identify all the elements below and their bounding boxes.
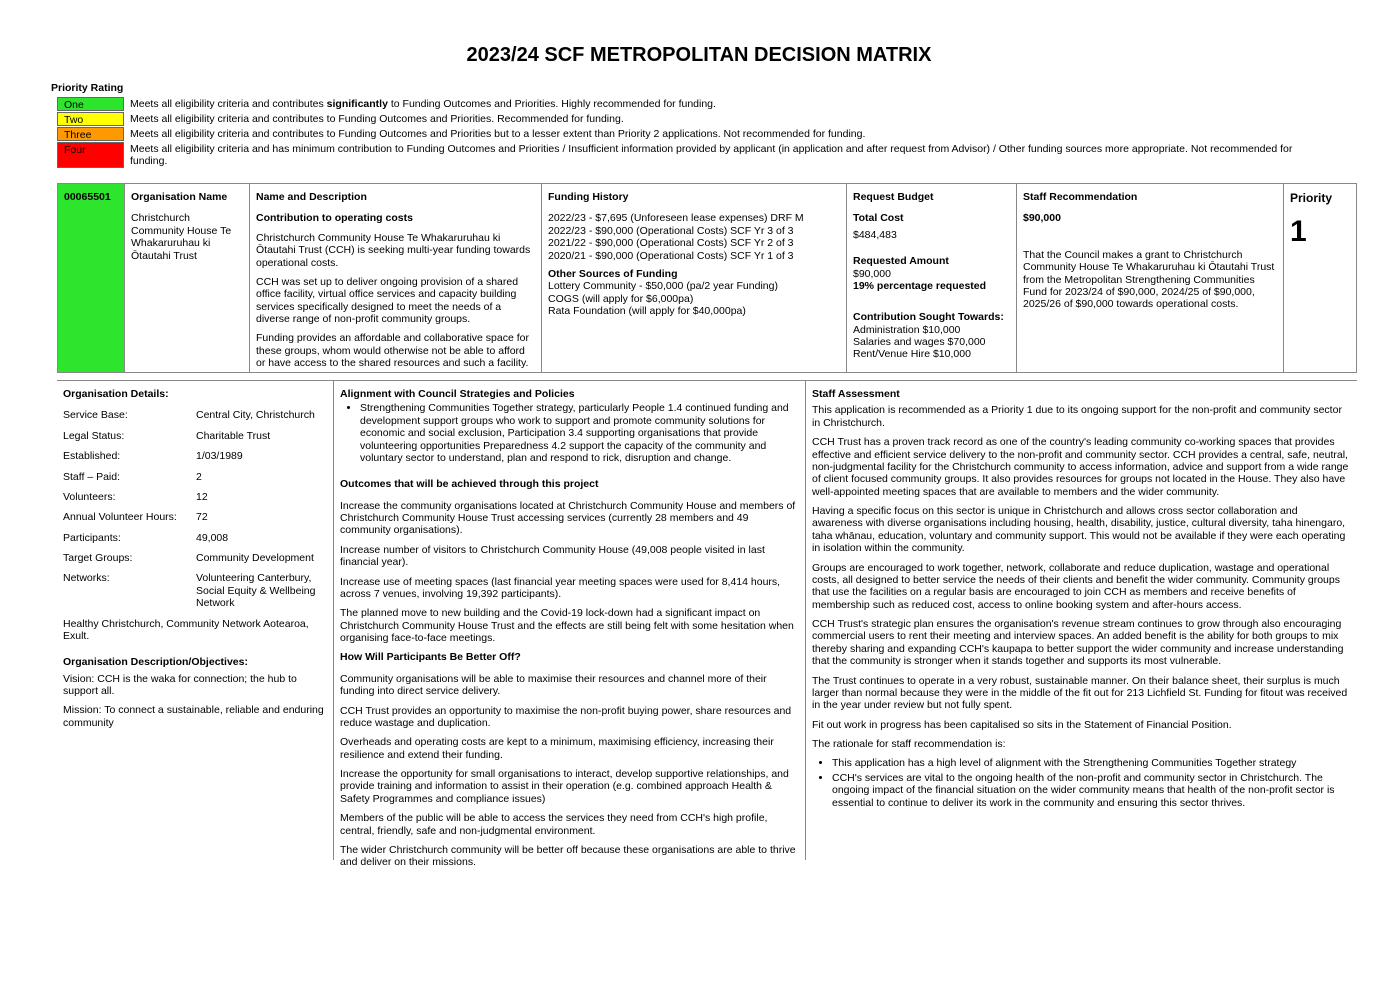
detail-label: Established: [63, 450, 121, 463]
detail-label: Annual Volunteer Hours: [63, 511, 177, 524]
vision-text: Vision: CCH is the waka for connection; the hub to support all. [63, 672, 297, 697]
assessment-paragraph: Groups are encouraged to work together, network, collaborate and reduce duplication, wastage and operational costs, all designed to better service the needs of their clients and benefit the wider community. Community groups that use the facilities on a regular basis are encouraged to join CCH as members and receive benefits of membership such as reduced cost, access to online booking system and after-hours access. [812, 561, 1340, 611]
contribution-item: Administration $10,000 [853, 323, 961, 336]
detail-label: Target Groups: [63, 552, 133, 564]
details-section [57, 380, 1357, 869]
legend-desc-three: Meets all eligibility criteria and contributes to Funding Outcomes and Priorities but to a lesser extent than Priority 2 applications. Not recommended for funding. [130, 128, 866, 140]
networks-extra: Healthy Christchurch, Community Network Aotearoa, Exult. [63, 617, 309, 642]
org-name-heading: Organisation Name [131, 191, 228, 203]
description-paragraph: CCH was set up to deliver ongoing provision of a shared office facility, virtual office services and capacity building services specifically designed to meet the needs of a diverse range of non-profit community groups. [256, 275, 519, 325]
outcome-paragraph: Increase use of meeting spaces (last financial year meeting spaces were used for 8,414 hours, across 7 venues, involving 19,392 participants). [340, 575, 781, 600]
outcome-paragraph: Increase the community organisations located at Christchurch Community House and members of Christchurch Community House Trust accessing services (currently 28 members and 49 community organisations). [340, 499, 796, 537]
staff-amount: $90,000 [1023, 212, 1061, 225]
contribution-item: Salaries and wages $70,000 [853, 336, 986, 348]
total-cost-label: Total Cost [853, 212, 904, 225]
legend-desc-one: Meets all eligibility criteria and contributes significantly to Funding Outcomes and Priorities. Highly recommended for funding. [130, 98, 716, 110]
detail-label: Volunteers: [63, 490, 116, 503]
priority-rating-heading: Priority Rating [51, 82, 124, 94]
percentage-requested: 19% percentage requested [853, 279, 987, 292]
org-details-column [57, 381, 334, 860]
assessment-paragraph: CCH Trust's strategic plan ensures the organisation's revenue stream continues to grow through also encouraging commercial users to rent their meeting and interview spaces. An added benefit is the ability for both groups to mix thereby sharing and expanding CCH's kaupapa to better support the wider community and increase understanding that the community is stronger when it stands together and supports its most vulnerable. [812, 618, 1344, 668]
detail-row [63, 471, 327, 483]
legend-swatch-four: Four [57, 142, 124, 168]
legend-desc-two: Meets all eligibility criteria and contributes to Funding Outcomes and Priorities. Recommended for funding. [130, 113, 624, 125]
legend-row-two [57, 112, 1317, 126]
org-details-heading: Organisation Details: [63, 388, 169, 400]
requested-amount-value: $90,000 [853, 267, 891, 280]
detail-row [63, 450, 327, 462]
other-sources-heading: Other Sources of Funding [548, 267, 678, 280]
assessment-paragraph: Having a specific focus on this sector is unique in Christchurch and allows cross sector collaboration and awareness with diverse organisations including housing, health, disability, justice, cultural diversity, taha hinengaro, taha whānau, education, voluntary and community support. This would not be available if they were each operating in isolation within the community. [812, 505, 1346, 555]
outcome-paragraph: Increase number of visitors to Christchurch Community House (49,008 people visited in last financial year). [340, 543, 765, 569]
detail-row [63, 491, 327, 503]
detail-value: 2 [196, 470, 202, 483]
staff-recommendation-cell [1017, 184, 1284, 372]
detail-label: Networks: [63, 572, 110, 585]
better-off-paragraph: Community organisations will be able to maximise their resources and channel more of their funding into direct service delivery. [340, 672, 767, 698]
detail-value: 12 [196, 490, 208, 503]
requested-amount-label: Requested Amount [853, 255, 949, 268]
contribution-item: Rent/Venue Hire $10,000 [853, 348, 971, 361]
alignment-list [340, 402, 799, 464]
legend-row-three [57, 127, 1317, 141]
priority-value: 1 [1290, 215, 1307, 249]
outcomes-heading: Outcomes that will be achieved through this project [340, 478, 599, 491]
legend-row-four [57, 142, 1317, 168]
priority-legend [57, 97, 1317, 169]
other-source-item: COGS (will apply for $6,000pa) [548, 292, 694, 305]
detail-row [63, 532, 327, 544]
mission-text: Mission: To connect a sustainable, reliable and enduring community [63, 704, 324, 729]
priority-heading: Priority [1290, 191, 1333, 205]
detail-row [63, 430, 327, 442]
description-heading: Name and Description [256, 191, 367, 203]
description-paragraph: Funding provides an affordable and collaborative space for these groups, whom would otherwise not be able to afford or have access to the shared resources and such a facility. [256, 332, 529, 370]
better-off-paragraph: CCH Trust provides an opportunity to maximise the non-profit buying power, share resources and reduce wastage and duplication. [340, 704, 792, 729]
page-title: 2023/24 SCF METROPOLITAN DECISION MATRIX [466, 44, 932, 66]
detail-value: 49,008 [196, 531, 229, 544]
funding-cell [542, 184, 847, 372]
description-cell [250, 184, 542, 372]
funding-history-item: 2022/23 - $7,695 (Unforeseen lease expenses) DRF M [548, 212, 804, 225]
assessment-paragraph: CCH Trust has a proven track record as one of the country's leading community co-working spaces that provides effective and efficient service delivery to the non-profit and community sector. CCH provides a central, safe, neutral, non-judgmental facility for the Christchurch community to access information, advice and support from a wide range of client focused community groups. It also provides resources for groups not located in the House. They also have well-appointed meeting spaces that are available to members and the wider community. [812, 436, 1349, 498]
other-source-item: Lottery Community - $50,000 (pa/2 year Funding) [548, 280, 778, 293]
staff-recommendation-text: That the Council makes a grant to Christchurch Community House Te Whakaruruhau ki Ōtautahi Trust from the Metropolitan Strengthening Communities Fund for 2023/24 of $90,000, 2024/25 of $90,000, 2025/26 of $90,000 towards operational costs. [1023, 248, 1275, 311]
detail-label: Service Base: [63, 409, 128, 422]
detail-value: 72 [196, 511, 208, 524]
detail-label: Staff – Paid: [63, 470, 121, 483]
staff-recommendation-heading: Staff Recommendation [1023, 191, 1138, 203]
better-off-heading: How Will Participants Be Better Off? [340, 651, 521, 664]
description-paragraph: Christchurch Community House Te Whakaruruhau ki Ōtautahi Trust (CCH) is seeking multi-year funding towards operational costs. [256, 231, 531, 269]
staff-assessment-heading: Staff Assessment [812, 388, 900, 400]
other-source-item: Rata Foundation (will apply for $40,000pa) [548, 305, 746, 317]
priority-cell [1284, 184, 1356, 372]
detail-row [63, 552, 327, 564]
better-off-paragraph: Members of the public will be able to access the services they need from CCH's high profile, central, friendly, safe and non-judgmental environment. [340, 812, 768, 837]
contribution-label: Contribution Sought Towards: [853, 311, 1004, 324]
detail-value: Community Development [196, 552, 314, 564]
funding-history-item: 2020/21 - $90,000 (Operational Costs) SCF Yr 1 of 3 [548, 249, 794, 262]
alignment-heading: Alignment with Council Strategies and Policies [340, 388, 575, 400]
assessment-paragraph: This application is recommended as a Priority 1 due to its ongoing support for the non-profit and community sector in Christchurch. [812, 404, 1342, 429]
better-off-paragraph: Increase the opportunity for small organisations to interact, develop supportive relationships, and provide training and information to assist in their operation (e.g. combined approach Health & Safety Programmes and compliance issues) [340, 768, 789, 805]
staff-assessment-column [806, 381, 1357, 860]
objectives-heading: Organisation Description/Objectives: [63, 656, 248, 669]
total-cost-value: $484,483 [853, 228, 897, 241]
rationale-bullet: • This application has a high level of alignment with the Strengthening Communities Together strategy [832, 757, 1351, 769]
legend-swatch-three: Three [57, 127, 124, 141]
outcome-paragraph: The planned move to new building and the Covid-19 lock-down had a significant impact on Christchurch Community House Trust and the effects are still being felt with some hesitation when organising face-to-face meetings. [340, 607, 794, 644]
rationale-bullet: • CCH's services are vital to the ongoing health of the non-profit and community sector in Christchurch. The ongoing impact of the financial situation on the wider community means that health of the non-profit sector is essential to continue to deliver its work in the community and ensuring this sector thrives. [832, 772, 1351, 809]
application-id: 00065501 [58, 184, 125, 372]
alignment-column [334, 381, 806, 869]
org-name-cell [125, 184, 250, 372]
funding-history-item: 2022/23 - $90,000 (Operational Costs) SCF Yr 3 of 3 [548, 224, 794, 237]
rationale-list [812, 757, 1351, 809]
detail-row [63, 511, 327, 523]
application-table [57, 183, 1357, 373]
legend-swatch-two: Two [57, 112, 124, 126]
funding-history-item: 2021/22 - $90,000 (Operational Costs) SCF Yr 2 of 3 [548, 237, 794, 250]
detail-row [63, 572, 327, 609]
org-name: Christchurch Community House Te Whakaruruhau ki Ōtautahi Trust [131, 212, 232, 262]
assessment-paragraph: The Trust continues to operate in a very robust, sustainable manner. On their balance sheet, their surplus is much larger than normal because they were in the middle of the fit out for 213 Lichfield St. Funding for fitout was received in the year under review but not fully spent. [812, 674, 1348, 712]
detail-value: Charitable Trust [196, 429, 271, 442]
budget-cell [847, 184, 1017, 372]
legend-swatch-one: One [57, 97, 124, 111]
alignment-bullet: • Strengthening Communities Together strategy, particularly People 1.4 continued funding and development support groups who work to support and promote community solutions for economic and social exclusion, Participation 3.4 supporting organisations that provide volunteering opportunities Preparedness 4.2 support the capacity of the community and voluntary sector to understand, plan and respond to rick, disruption and change. [360, 402, 799, 464]
detail-row [63, 409, 327, 421]
assessment-paragraph: The rationale for staff recommendation is: [812, 738, 1006, 750]
legend-desc-four: Meets all eligibility criteria and has minimum contribution to Funding Outcomes and Priorities / Insufficient information provided by applicant (in application and after request from Advisor) / Other funding sources more appropriate. Not recommended for funding. [130, 143, 1293, 168]
better-off-paragraph: Overheads and operating costs are kept to a minimum, maximising efficiency, increasing their resilience and extend their funding. [340, 736, 774, 761]
budget-heading: Request Budget [853, 191, 934, 203]
detail-value: Central City, Christchurch [196, 409, 315, 422]
detail-label: Participants: [63, 531, 121, 544]
funding-heading: Funding History [548, 191, 629, 203]
detail-value: 1/03/1989 [196, 450, 243, 463]
better-off-paragraph: The wider Christchurch community will be better off because these organisations are able to thrive and deliver on their missions. [340, 843, 796, 869]
detail-label: Legal Status: [63, 429, 125, 442]
detail-value: Volunteering Canterbury, Social Equity & Wellbeing Network [196, 572, 316, 610]
legend-row-one [57, 97, 1317, 111]
project-title: Contribution to operating costs [256, 212, 413, 225]
assessment-paragraph: Fit out work in progress has been capitalised so sits in the Statement of Financial Position. [812, 718, 1232, 731]
